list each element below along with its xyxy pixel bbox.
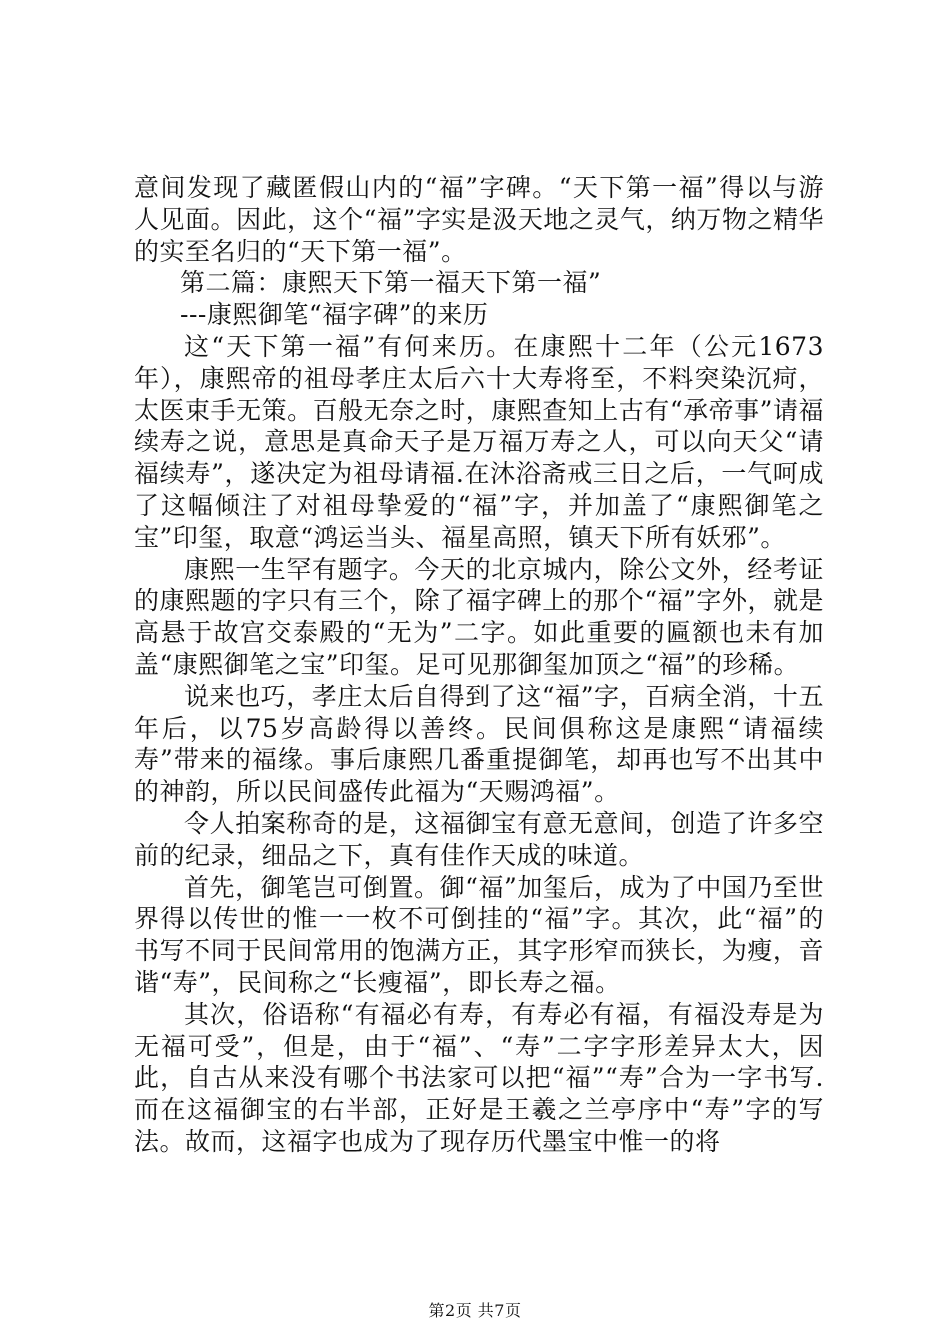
- section-heading: 第二篇：康熙天下第一福天下第一福”: [180, 268, 602, 298]
- document-body: [134, 172, 824, 1158]
- paragraph: 康熙一生罕有题字。今天的北京城内，除公文外，经考证的康熙题的字只有三个，除了福字碑上的那个“福”字外，就是高悬于故宫交泰殿的“无为”二字。如此重要的匾额也未有加盖“康熙御笔之宝”印玺。足可见那御玺加顶之“福”的珍稀。: [134, 554, 824, 679]
- paragraph: 其次，俗语称“有福必有寿，有寿必有福，有福没寿是为无福可受”，但是，由于“福”、“寿”二字字形差异太大，因此，自古从来没有哪个书法家可以把“福”“寿”合为一字书写.而在这福御宝的右半部，正好是王羲之兰亭序中“寿”字的写法。故而，这福字也成为了现存历代墨宝中惟一的将: [134, 999, 824, 1156]
- paragraph: 这“天下第一福”有何来历。在康熙十二年（公元1673年），康熙帝的祖母孝庄太后六十大寿将至，不料突染沉疴，太医束手无策。百般无奈之时，康熙查知上古有“承帝事”请福续寿之说，意思是真命天子是万福万寿之人，可以向天父“请福续寿”，遂决定为祖母请福.在沐浴斋戒三日之后，一气呵成了这幅倾注了对祖母挚爱的“福”字，并加盖了“康熙御笔之宝”印玺，取意“鸿运当头、福星高照，镇天下所有妖邪”。: [134, 331, 824, 552]
- paragraph: 说来也巧，孝庄太后自得到了这“福”字，百病全消，十五年后，以75岁高龄得以善终。民间俱称这是康熙“请福续寿”带来的福缘。事后康熙几番重提御笔，却再也写不出其中的神韵，所以民间盛传此福为“天赐鸿福”。: [134, 681, 824, 807]
- paragraph: 首先，御笔岂可倒置。御“福”加玺后，成为了中国乃至世界得以传世的惟一一枚不可倒挂的“福”字。其次，此“福”的书写不同于民间常用的饱满方正，其字形窄而狭长，为瘦，音谐“寿”，民间称之“长瘦福”，即长寿之福。: [134, 872, 824, 997]
- section-subheading: ---康熙御笔“福字碑”的来历: [180, 300, 489, 330]
- paragraph-continuation: 意间发现了藏匿假山内的“福”字碑。“天下第一福”得以与游人见面。因此，这个“福”字实是汲天地之灵气，纳万物之精华的实至名归的“天下第一福”。: [134, 173, 824, 266]
- paragraph: 令人拍案称奇的是，这福御宝有意无意间，创造了许多空前的纪录，细品之下，真有佳作天成的味道。: [134, 808, 824, 870]
- page-number-footer: 第2页 共7页: [428, 1301, 522, 1320]
